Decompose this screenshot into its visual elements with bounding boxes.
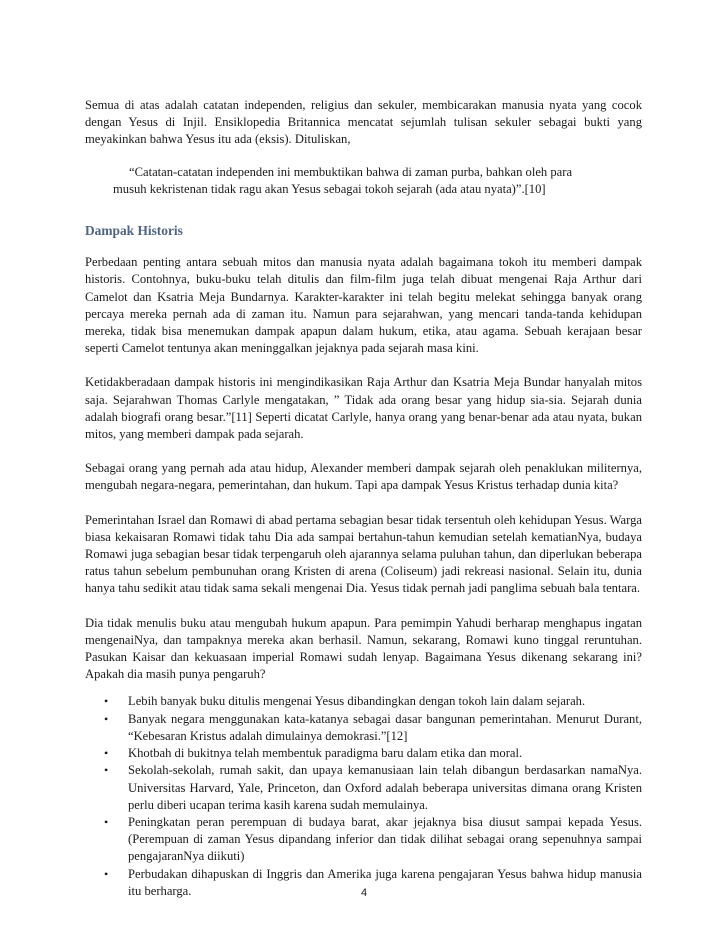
paragraph-5: Dia tidak menulis buku atau mengubah hukum apapun. Para pemimpin Yahudi berharap menghapus ingatan mengenaiNya, dan tampaknya mereka akan berhasil. Namun, sekarang, Romawi kuno tinggal reruntuhan. Pasukan Kaisar dan kekuasaan imperial Romawi sudah lenyap. Bagaimana Yesus dikenang sekarang ini? Apakah dia masih punya pengaruh?	[85, 615, 642, 682]
list-item	[85, 711, 642, 745]
bullet-icon: •	[104, 814, 109, 829]
block-quote	[85, 164, 642, 198]
list-item-text: Peningkatan peran perempuan di budaya barat, akar jejaknya bisa diusut sampai kepada Yesus. (Perempuan di zaman Yesus dipandang inferior dan tidak dilihat sebagai orang sepenuhnya sampai pengajaranNya diikuti)	[128, 814, 642, 864]
quote-line-1: “Catatan-catatan independen ini membuktikan bahwa di zaman purba, bahkan oleh para	[129, 164, 573, 179]
bullet-list	[85, 693, 642, 899]
list-item-text: Banyak negara menggunakan kata-katanya sebagai dasar bangunan pemerintahan. Menurut Durant, “Kebesaran Kristus adalah dimulainya demokrasi.”[12]	[128, 711, 642, 743]
section-heading: Dampak Historis	[85, 223, 183, 239]
paragraph-3: Sebagai orang yang pernah ada atau hidup, Alexander memberi dampak sejarah oleh penaklukan militernya, mengubah negara-negara, pemerintahan, dan hukum. Tapi apa dampak Yesus Kristus terhadap dunia kita?	[85, 461, 642, 493]
list-item-text: Lebih banyak buku ditulis mengenai Yesus dibandingkan dengan tokoh lain dalam sejarah.	[128, 694, 586, 709]
bullet-icon: •	[104, 711, 109, 726]
quote-line-2: musuh kekristenan tidak ragu akan Yesus sebagai tokoh sejarah (ada atau nyata)”.[10]	[113, 181, 546, 196]
paragraph-1: Perbedaan penting antara sebuah mitos dan manusia nyata adalah bagaimana tokoh itu memberi dampak historis. Contohnya, buku-buku telah ditulis dan film-film juga telah dibuat mengenai Raja Arthur dari Camelot dan Ksatria Meja Bundarnya. Karakter-karakter ini telah begitu melekat sehingga banyak orang percaya mereka pernah ada di zaman itu. Namun para sejarahwan, yang mencari tanda-tanda kehidupan mereka, tidak bisa menemukan dampak apapun dalam hukum, etika, atau agama. Sebuah kerajaan besar seperti Camelot tentunya akan meninggalkan jejaknya pada sejarah masa kini.	[85, 255, 642, 356]
page-number: 4	[360, 887, 368, 899]
paragraph-4: Pemerintahan Israel dan Romawi di abad pertama sebagian besar tidak tersentuh oleh kehidupan Yesus. Warga biasa kekaisaran Romawi tidak tahu Dia ada sampai bertahun-tahun kemudian setelah kematianNya, budaya Romawi juga sebagian besar tidak terpengaruh oleh ajarannya selama puluhan tahun, dan diperlukan beberapa ratus tahun sebelum pembunuhan orang Kristen di arena (Coliseum) jadi rekreasi nasional. Selain itu, dunia hanya tahu sedikit atau tidak sama sekali mengenai Dia. Yesus tidak pernah jadi panglima sebuah bala tentara.	[85, 512, 642, 596]
list-item-text: Khotbah di bukitnya telah membentuk paradigma baru dalam etika dan moral.	[128, 746, 523, 761]
list-item	[85, 693, 642, 710]
list-item	[85, 762, 642, 814]
bullet-icon: •	[104, 866, 109, 881]
bullet-icon: •	[104, 746, 109, 761]
bullet-icon: •	[104, 763, 109, 778]
page-content	[85, 97, 642, 900]
list-item-text: Sekolah-sekolah, rumah sakit, dan upaya kemanusiaan lain telah dibangun berdasarkan namaNya. Universitas Harvard, Yale, Princeton, dan Oxford adalah beberapa universitas dimana orang Kristen perlu diberi ucapan terima kasih karena sudah memulainya.	[128, 763, 642, 812]
list-item	[85, 814, 642, 866]
bullet-icon: •	[104, 694, 109, 709]
list-item	[85, 745, 642, 762]
intro-paragraph: Semua di atas adalah catatan independen, religius dan sekuler, membicarakan manusia nyata yang cocok dengan Yesus di Injil. Ensiklopedia Britannica mencatat sejumlah tulisan sekuler sebagai bukti yang meyakinkan bahwa Yesus itu ada (eksis). Dituliskan,	[85, 98, 642, 147]
paragraph-2: Ketidakberadaan dampak historis ini mengindikasikan Raja Arthur dan Ksatria Meja Bundar hanyalah mitos saja. Sejarahwan Thomas Carlyle mengatakan, ” Tidak ada orang besar yang hidup sia-sia. Sejarah dunia adalah biografi orang besar.”[11] Seperti dicatat Carlyle, hanya orang yang benar-benar ada atau nyata, bukan mitos, yang memberi dampak pada sejarah.	[85, 375, 642, 442]
list-item-text: Perbudakan dihapuskan di Inggris dan Amerika juga karena pengajaran Yesus bahwa hidup manusia itu berharga.	[128, 866, 642, 898]
